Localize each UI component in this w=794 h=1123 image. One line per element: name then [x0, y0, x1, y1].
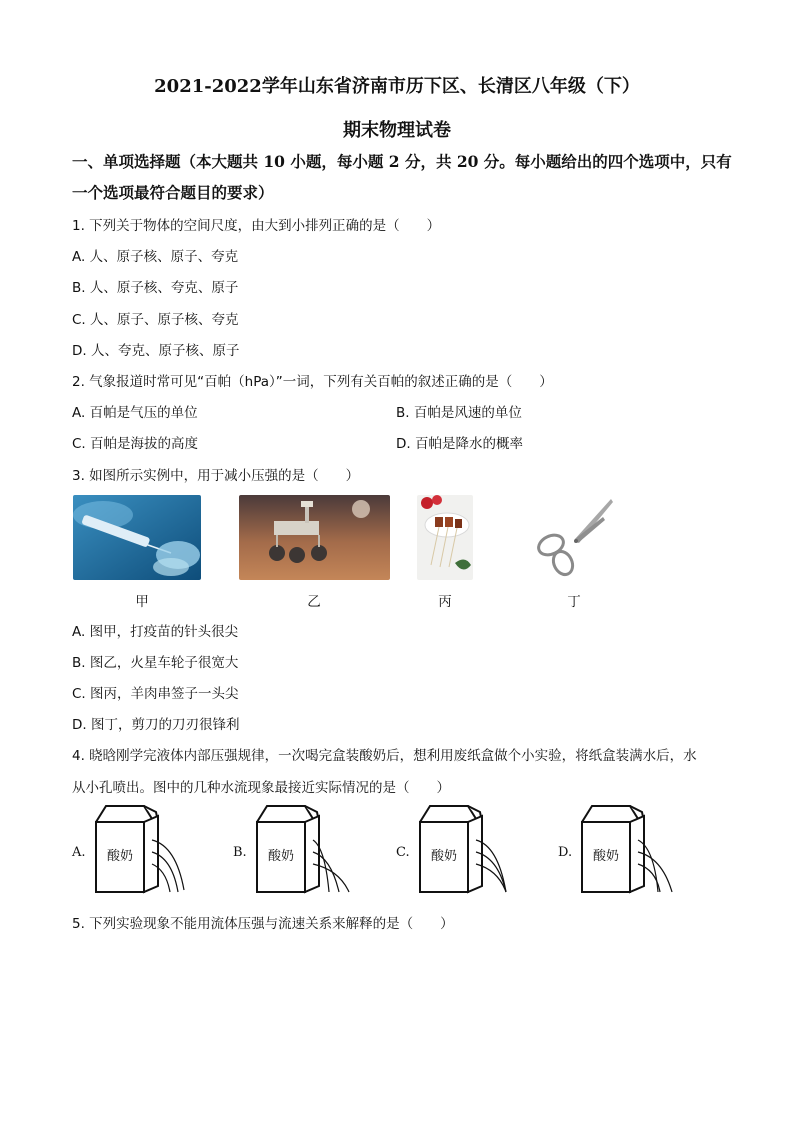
- q2-option-d: D. 百帕是降水的概率: [396, 436, 523, 452]
- q3-option-c: C. 图丙，羊肉串签子一头尖: [72, 686, 239, 702]
- yogurt-box-b: [247, 800, 357, 900]
- q3-option-d: D. 图丁，剪刀的刀刃很锋利: [72, 717, 240, 733]
- q2-option-c: C. 百帕是海拔的高度: [72, 436, 199, 452]
- yogurt-label: 酸奶: [267, 849, 295, 864]
- caption-yi: 乙: [307, 594, 321, 610]
- q3-option-b: B. 图乙，火星车轮子很宽大: [72, 655, 239, 671]
- exam-title-line1: 2021-2022学年山东省济南市历下区、长清区八年级（下）: [154, 76, 640, 97]
- q1-stem: 1. 下列关于物体的空间尺度，由大到小排列正确的是（ ）: [72, 218, 441, 234]
- q2-option-a: A. 百帕是气压的单位: [72, 405, 198, 421]
- vaccine-needle-image: [73, 495, 201, 580]
- q4-stem-line2: 从小孔喷出。图中的几种水流现象最接近实际情况的是（ ）: [72, 780, 450, 796]
- q1-option-d: D. 人、夸克、原子核、原子: [72, 343, 240, 359]
- yogurt-box-d: [572, 800, 682, 900]
- caption-ding: 丁: [567, 594, 581, 610]
- q2-option-b: B. 百帕是风速的单位: [396, 405, 522, 421]
- q4-stem-line1: 4. 晓晗刚学完液体内部压强规律，一次喝完盒装酸奶后，想利用废纸盒做个小实验，将纸盒装满水后，水: [72, 748, 697, 764]
- yogurt-label: 酸奶: [106, 849, 134, 864]
- q4-letter-a: A.: [72, 845, 86, 860]
- q1-option-a: A. 人、原子核、原子、夸克: [72, 249, 239, 265]
- q3-stem: 3. 如图所示实例中，用于减小压强的是（ ）: [72, 468, 360, 484]
- yogurt-box-c: [410, 800, 520, 900]
- q5-stem: 5. 下列实验现象不能用流体压强与流速关系来解释的是（ ）: [72, 916, 454, 932]
- q1-option-b: B. 人、原子核、夸克、原子: [72, 280, 239, 296]
- mars-rover-image: [239, 495, 390, 580]
- caption-jia: 甲: [135, 594, 149, 610]
- yogurt-label: 酸奶: [430, 849, 458, 864]
- q4-letter-d: D.: [558, 845, 573, 860]
- mutton-skewer-image: [417, 495, 473, 580]
- yogurt-box-a: [86, 800, 196, 900]
- q2-stem: 2. 气象报道时常可见“百帕（hPa）”一词，下列有关百帕的叙述正确的是（ ）: [72, 374, 553, 390]
- caption-bing: 丙: [438, 594, 452, 610]
- q3-option-a: A. 图甲，打疫苗的针头很尖: [72, 624, 239, 640]
- exam-title-line2: 期末物理试卷: [343, 120, 451, 141]
- q1-option-c: C. 人、原子、原子核、夸克: [72, 312, 239, 328]
- scissors-image: [533, 495, 615, 580]
- q4-letter-b: B.: [233, 845, 247, 860]
- yogurt-label: 酸奶: [592, 849, 620, 864]
- section-heading: 一、单项选择题（本大题共 10 小题，每小题 2 分，共 20 分。每小题给出的四个选项中，只有一个选项最符合题目的要求）: [72, 152, 732, 202]
- q4-letter-c: C.: [396, 845, 410, 860]
